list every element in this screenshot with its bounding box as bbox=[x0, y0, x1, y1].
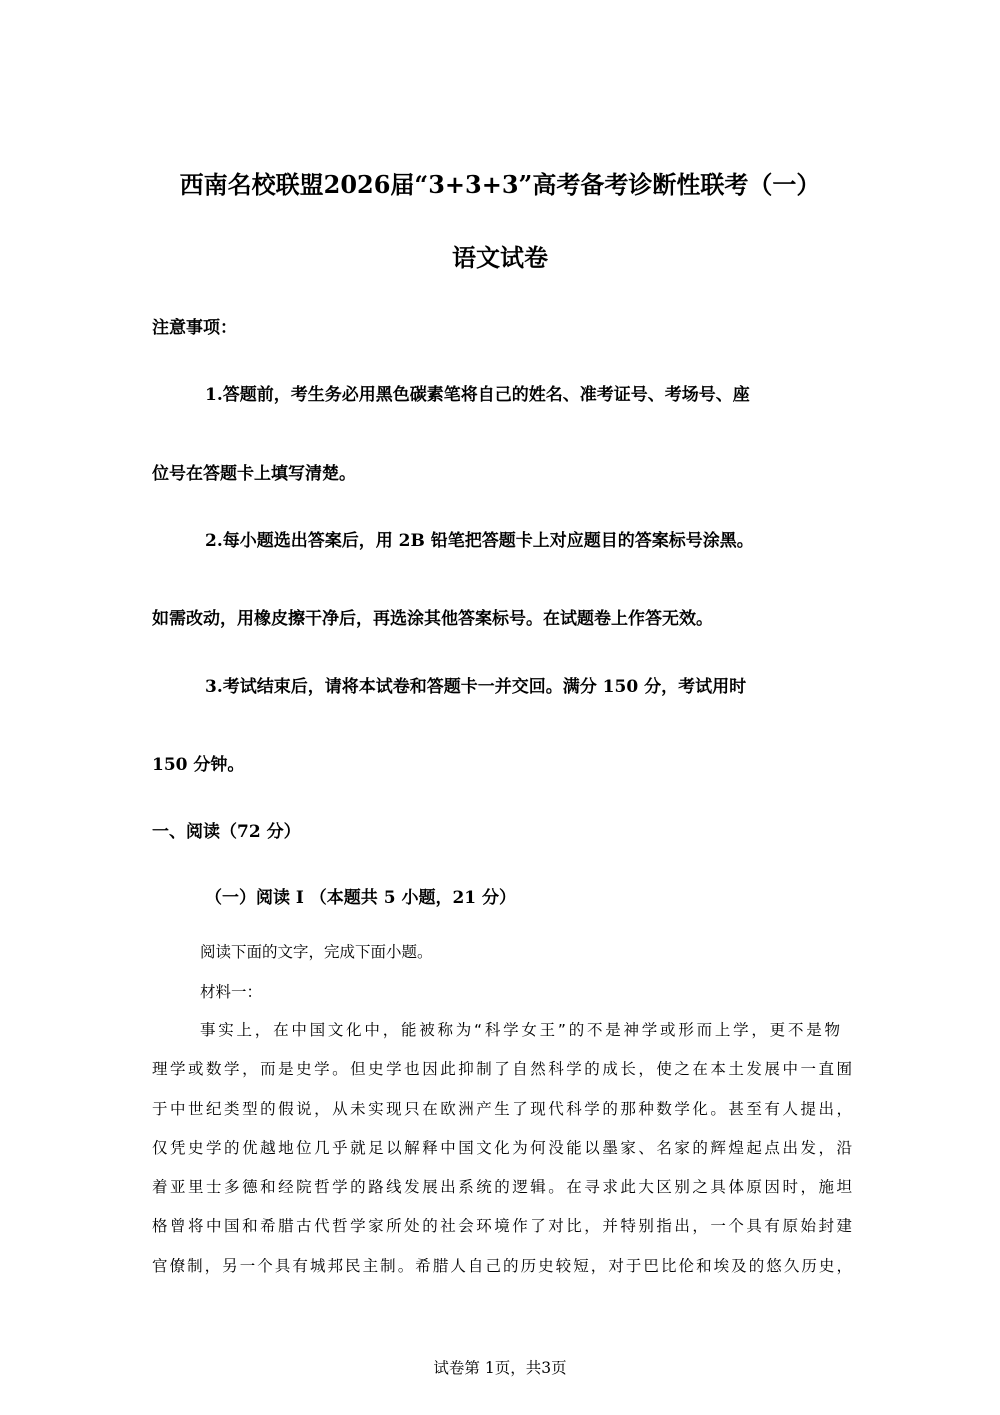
exam-title: 西南名校联盟2026届“3+3+3”高考备考诊断性联考（一） bbox=[179, 170, 821, 199]
notice-item-2-line-2: 如需改动，用橡皮擦干净后，再选涂其他答案标号。在试题卷上作答无效。 bbox=[152, 609, 713, 629]
section-heading: 一、阅读（72 分） bbox=[152, 822, 301, 842]
paragraph-line: 官僚制，另一个具有城邦民主制。希腊人自己的历史较短，对于巴比伦和埃及的悠久历史， bbox=[152, 1257, 852, 1275]
paragraph-line: 着亚里士多德和经院哲学的路线发展出系统的逻辑。在寻求此大区别之具体原因时，施坦 bbox=[152, 1178, 852, 1196]
reading-instruction: 阅读下面的文字，完成下面小题。 bbox=[200, 943, 433, 961]
paragraph-line: 事实上，在中国文化中，能被称为“科学女王”的不是神学或形而上学，更不是物 bbox=[200, 1021, 840, 1039]
notice-item-3-line-2: 150 分钟。 bbox=[152, 755, 245, 775]
subsection-heading: （一）阅读 I （本题共 5 小题，21 分） bbox=[205, 888, 517, 908]
notice-item-3-line-1: 3.考试结束后，请将本试卷和答题卡一并交回。满分 150 分，考试用时 bbox=[205, 677, 747, 697]
paragraph-line: 格曾将中国和希腊古代哲学家所处的社会环境作了对比，并特别指出，一个具有原始封建 bbox=[152, 1217, 852, 1235]
notice-item-2-line-1: 2.每小题选出答案后，用 2B 铅笔把答题卡上对应题目的答案标号涂黑。 bbox=[205, 531, 754, 551]
notice-item-1-line-2: 位号在答题卡上填写清楚。 bbox=[152, 464, 356, 484]
subject-title: 语文试卷 bbox=[452, 243, 548, 272]
page-footer: 试卷第 1页，共3页 bbox=[433, 1359, 567, 1377]
notice-heading: 注意事项： bbox=[152, 318, 237, 338]
paragraph-line: 理学或数学，而是史学。但史学也因此抑制了自然科学的成长，使之在本土发展中一直囿 bbox=[152, 1060, 852, 1078]
paragraph-line: 于中世纪类型的假说，从未实现只在欧洲产生了现代科学的那种数学化。甚至有人提出， bbox=[152, 1100, 852, 1118]
material-label: 材料一： bbox=[200, 983, 263, 1001]
notice-item-1-line-1: 1.答题前，考生务必用黑色碳素笔将自己的姓名、准考证号、考场号、座 bbox=[205, 385, 750, 405]
paragraph-line: 仅凭史学的优越地位几乎就足以解释中国文化为何没能以墨家、名家的辉煌起点出发，沿 bbox=[152, 1139, 852, 1157]
